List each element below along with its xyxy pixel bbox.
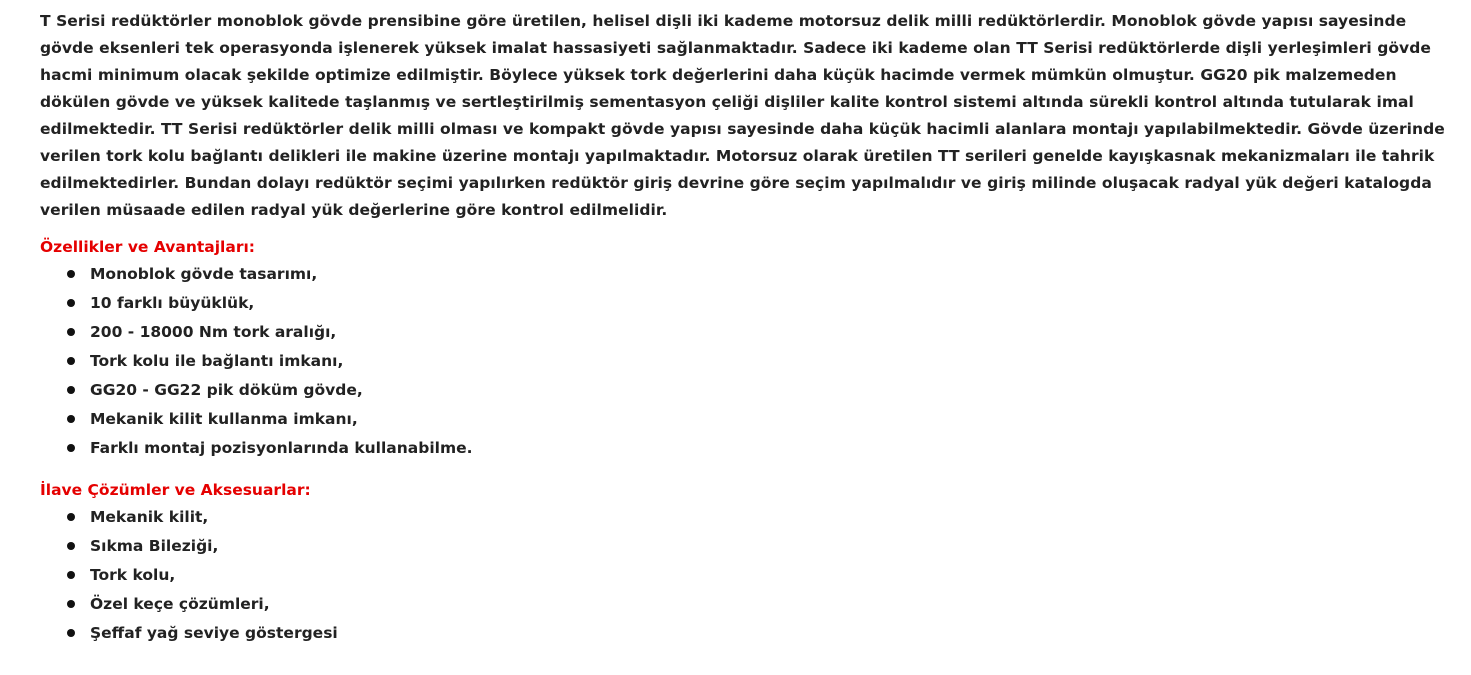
list-item-text: Şeffaf yağ seviye göstergesi	[90, 624, 338, 642]
list-item-text: Tork kolu ile bağlantı imkanı,	[90, 352, 344, 370]
bullet-icon	[67, 629, 75, 637]
list-item	[40, 347, 1452, 376]
bullet-icon	[67, 600, 75, 608]
accessories-list	[40, 503, 1452, 648]
bullet-icon	[67, 513, 75, 521]
list-item	[40, 532, 1452, 561]
list-item-text: Tork kolu,	[90, 566, 176, 584]
list-item-text: Sıkma Bileziği,	[90, 537, 219, 555]
intro-paragraph: T Serisi redüktörler monoblok gövde prensibine göre üretilen, helisel dişli iki kademe motorsuz delik milli redüktörlerdir. Monoblok gövde yapısı sayesinde gövde eksenleri tek operasyonda işlenerek yüksek imalat hassasiyeti sağlanmaktadır. Sadece iki kademe olan TT Serisi redüktörlerde dişli yerleşimleri gövde hacmi minimum olacak şekilde optimize edilmiştir. Böylece yüksek tork değerlerini daha küçük hacimde vermek mümkün olmuştur. GG20 pik malzemeden dökülen gövde ve yüksek kalitede taşlanmış ve sertleştirilmiş sementasyon çeliği dişliler kalite kontrol sistemi altında sürekli kontrol altında tutularak imal edilmektedir. TT Serisi redüktörler delik milli olması ve kompakt gövde yapısı sayesinde daha küçük hacimli alanlara montajı yapılabilmektedir. Gövde üzerinde verilen tork kolu bağlantı delikleri ile makine üzerine montajı yapılmaktadır. Motorsuz olarak üretilen TT serileri genelde kayışkasnak mekanizmaları ile tahrik edilmektedirler. Bundan dolayı redüktör seçimi yapılırken redüktör giriş devrine göre seçim yapılmalıdır ve giriş milinde oluşacak radyal yük değeri katalogda verilen müsaade edilen radyal yük değerlerine göre kontrol edilmelidir.	[40, 12, 1445, 219]
list-item	[40, 434, 1452, 463]
list-item	[40, 503, 1452, 532]
list-item	[40, 289, 1452, 318]
bullet-icon	[67, 299, 75, 307]
product-description	[40, 8, 1452, 648]
list-item	[40, 590, 1452, 619]
bullet-icon	[67, 386, 75, 394]
list-item-text: 200 - 18000 Nm tork aralığı,	[90, 323, 337, 341]
accessories-heading: İlave Çözümler ve Aksesuarlar:	[40, 481, 311, 499]
bullet-icon	[67, 444, 75, 452]
bullet-icon	[67, 270, 75, 278]
bullet-icon	[67, 415, 75, 423]
bullet-icon	[67, 357, 75, 365]
list-item	[40, 405, 1452, 434]
list-item-text: Farklı montaj pozisyonlarında kullanabilme.	[90, 439, 473, 457]
list-item-text: GG20 - GG22 pik döküm gövde,	[90, 381, 363, 399]
list-item	[40, 260, 1452, 289]
list-item	[40, 318, 1452, 347]
bullet-icon	[67, 542, 75, 550]
list-item-text: Özel keçe çözümleri,	[90, 595, 270, 613]
bullet-icon	[67, 571, 75, 579]
list-item-text: Mekanik kilit kullanma imkanı,	[90, 410, 358, 428]
list-item	[40, 561, 1452, 590]
list-item-text: 10 farklı büyüklük,	[90, 294, 255, 312]
list-item-text: Mekanik kilit,	[90, 508, 209, 526]
list-item	[40, 619, 1452, 648]
features-list	[40, 260, 1452, 463]
bullet-icon	[67, 328, 75, 336]
features-heading: Özellikler ve Avantajları:	[40, 238, 255, 256]
list-item	[40, 376, 1452, 405]
list-item-text: Monoblok gövde tasarımı,	[90, 265, 318, 283]
